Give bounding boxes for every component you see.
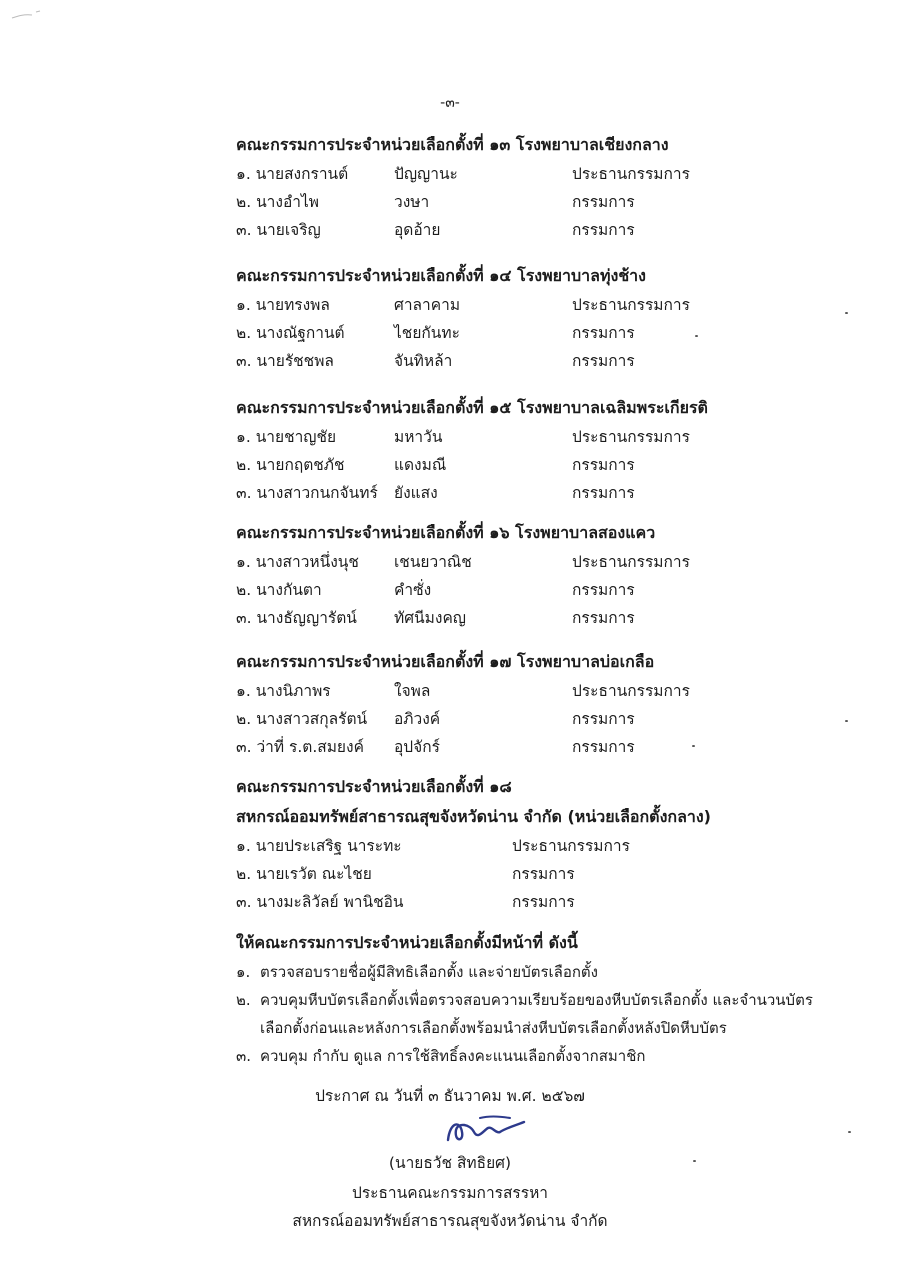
member-row [236, 832, 711, 860]
duty-item [236, 986, 836, 1042]
member-name: ๓. ว่าที่ ร.ต.สมยงค์ [236, 738, 364, 756]
committee-subtitle: สหกรณ์ออมทรัพย์สาธารณสุขจังหวัดน่าน จำกัด (หน่วยเลือกตั้งกลาง) [236, 807, 711, 826]
member-name: ๒. นางกันตา [236, 581, 322, 599]
signatory-position: ประธานคณะกรรมการสรรหา [351, 1184, 549, 1202]
member-role: กรรมการ [572, 710, 635, 728]
member-surname: ทัศนีมงคญ [394, 609, 467, 627]
duties-section [236, 928, 836, 1070]
committee-13 [236, 130, 690, 244]
committee-title: คณะกรรมการประจำหน่วยเลือกตั้งที่ ๑๖ โรงพยาบาลสองแคว [236, 523, 656, 542]
committee-16 [236, 518, 690, 632]
member-name: ๒. นายเรวัต ณะไชย [236, 865, 372, 883]
member-row [236, 216, 669, 244]
scan-speck [692, 745, 695, 747]
member-role: กรรมการ [572, 456, 635, 474]
scan-speck [693, 1160, 696, 1162]
member-surname: เชนยวาณิช [394, 553, 472, 571]
member-role: กรรมการ [572, 581, 635, 599]
duty-number: ๑. [236, 963, 251, 981]
member-name: ๒. นางณัฐกานต์ [236, 324, 345, 342]
member-row [236, 677, 690, 705]
committee-title: คณะกรรมการประจำหน่วยเลือกตั้งที่ ๑๕ โรงพยาบาลเฉลิมพระเกียรติ [236, 398, 708, 417]
member-surname: อภิวงค์ [394, 710, 441, 728]
member-row [236, 451, 708, 479]
page-number: -๓- [440, 95, 460, 111]
member-name: ๓. นางสาวกนกจันทร์ [236, 484, 378, 502]
member-role: กรรมการ [572, 193, 635, 211]
member-role: กรรมการ [512, 865, 575, 883]
member-surname: คำซั่ง [394, 581, 432, 599]
member-surname: แดงมณี [394, 456, 447, 474]
member-row [236, 423, 708, 451]
member-row [236, 188, 669, 216]
scan-mark [10, 8, 50, 22]
member-row [236, 548, 690, 576]
member-role: กรรมการ [572, 609, 635, 627]
member-name: ๑. นางสาวหนึ่งนุช [236, 553, 359, 571]
committee-title: คณะกรรมการประจำหน่วยเลือกตั้งที่ ๑๘ [236, 777, 512, 796]
committee-14 [236, 261, 690, 375]
member-surname: อุปจักร์ [394, 738, 440, 756]
member-role: กรรมการ [572, 221, 635, 239]
member-name: ๓. นางธัญญารัตน์ [236, 609, 357, 627]
member-row [236, 604, 655, 632]
member-row [236, 733, 654, 761]
member-row [236, 576, 655, 604]
member-name: ๒. นายกฤตชภัช [236, 456, 345, 474]
member-name: ๓. นายรัชชพล [236, 352, 334, 370]
member-name: ๓. นายเจริญ [236, 221, 321, 239]
member-row [236, 705, 654, 733]
member-role: กรรมการ [572, 352, 635, 370]
duty-text: ควบคุมหีบบัตรเลือกตั้งเพื่อตรวจสอบความเรียบร้อยของหีบบัตรเลือกตั้ง และจำนวนบัตรเลือกตั้งก่อนและหลังการเลือกตั้งพร้อมนำส่งหีบบัตรเลือกตั้งหลังปิดหีบบัตร [260, 991, 813, 1037]
member-row [236, 319, 646, 347]
member-surname: ใจพล [394, 682, 431, 700]
member-name: ๑. นายชาญชัย [236, 428, 337, 446]
member-surname: มหาวัน [394, 428, 443, 446]
member-row [236, 479, 708, 507]
announcement-date: ประกาศ ณ วันที่ ๓ ธันวาคม พ.ศ. ๒๕๖๗ [315, 1087, 585, 1105]
scan-speck [845, 312, 848, 314]
duty-item [236, 958, 836, 986]
scan-speck [845, 720, 848, 722]
signatory-name: (นายธวัช สิทธิยศ) [388, 1154, 512, 1172]
member-role: กรรมการ [572, 484, 635, 502]
member-surname: อุดอ้าย [394, 221, 441, 239]
member-name: ๓. นางมะลิวัลย์ พานิชอิน [236, 893, 404, 911]
member-surname: ศาลาคาม [394, 296, 461, 314]
duty-number: ๒. [236, 991, 251, 1009]
member-role: ประธานกรรมการ [572, 553, 690, 571]
duty-text: ตรวจสอบรายชื่อผู้มีสิทธิเลือกตั้ง และจ่ายบัตรเลือกตั้ง [260, 963, 598, 981]
member-role: กรรมการ [572, 324, 635, 342]
committee-15 [236, 393, 708, 507]
member-row [236, 888, 711, 916]
member-role: ประธานกรรมการ [572, 428, 690, 446]
member-name: ๑. นายประเสริฐ นาระทะ [236, 837, 402, 855]
member-surname: จันทิหล้า [394, 352, 453, 370]
member-row [236, 860, 711, 888]
member-surname: ปัญญานะ [394, 165, 458, 183]
member-row [236, 291, 690, 319]
member-name: ๒. นางสาวสกุลรัตน์ [236, 710, 368, 728]
signatory-organization: สหกรณ์ออมทรัพย์สาธารณสุขจังหวัดน่าน จำกัด [292, 1212, 608, 1230]
committee-title: คณะกรรมการประจำหน่วยเลือกตั้งที่ ๑๔ โรงพยาบาลทุ่งช้าง [236, 266, 646, 285]
committee-18 [236, 772, 711, 916]
signature-mark [440, 1112, 530, 1148]
member-row [236, 347, 646, 375]
member-role: ประธานกรรมการ [572, 682, 690, 700]
duty-number: ๓. [236, 1047, 252, 1065]
duty-item [236, 1042, 836, 1070]
member-role: ประธานกรรมการ [572, 165, 690, 183]
member-name: ๒. นางอำไพ [236, 193, 319, 211]
member-surname: ไชยกันทะ [394, 324, 460, 342]
member-role: ประธานกรรมการ [572, 296, 690, 314]
member-role: ประธานกรรมการ [512, 837, 630, 855]
committee-17 [236, 647, 690, 761]
duty-text: ควบคุม กำกับ ดูแล การใช้สิทธิ์ลงคะแนนเลือกตั้งจากสมาชิก [260, 1047, 646, 1065]
member-surname: ยังแสง [394, 484, 438, 502]
scan-speck [848, 1131, 851, 1133]
member-role: กรรมการ [512, 893, 575, 911]
duties-title: ให้คณะกรรมการประจำหน่วยเลือกตั้งมีหน้าที่ ดังนี้ [236, 933, 578, 952]
committee-title: คณะกรรมการประจำหน่วยเลือกตั้งที่ ๑๗ โรงพยาบาลบ่อเกลือ [236, 652, 655, 671]
member-row [236, 160, 690, 188]
member-name: ๑. นายทรงพล [236, 296, 330, 314]
member-surname: วงษา [394, 193, 430, 211]
member-name: ๑. นางนิภาพร [236, 682, 331, 700]
member-name: ๑. นายสงกรานต์ [236, 165, 349, 183]
scan-speck [695, 335, 698, 337]
member-role: กรรมการ [572, 738, 635, 756]
committee-title: คณะกรรมการประจำหน่วยเลือกตั้งที่ ๑๓ โรงพยาบาลเชียงกลาง [236, 135, 669, 154]
